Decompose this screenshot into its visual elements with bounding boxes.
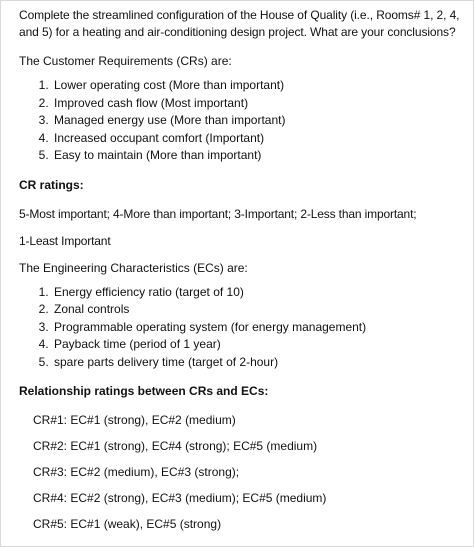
cr-list xyxy=(19,77,469,165)
cr-list-item: 2. Improved cash flow (Most important) xyxy=(52,95,469,113)
ec-list-item: 3. Programmable operating system (for energy management) xyxy=(52,319,469,337)
relationship-item: CR#5: EC#1 (weak), EC#5 (strong) xyxy=(33,517,222,531)
document-content xyxy=(19,7,469,542)
ec-list-item: 2. Zonal controls xyxy=(52,301,469,319)
cr-list-item: 3. Managed energy use (More than important) xyxy=(52,112,469,130)
relationship-item: CR#2: EC#1 (strong), EC#4 (strong); EC#5 (medium) xyxy=(33,439,318,453)
ec-list-item: 1. Energy efficiency ratio (target of 10) xyxy=(52,284,469,302)
ec-section-label: The Engineering Characteristics (ECs) are: xyxy=(19,260,248,275)
relationship-item: CR#4: EC#2 (strong), EC#3 (medium); EC#5 (medium) xyxy=(33,491,327,505)
ec-list xyxy=(19,284,469,372)
cr-list-item: 4. Increased occupant comfort (Important) xyxy=(52,130,469,148)
ec-list-item: 5. spare parts delivery time (target of 2-hour) xyxy=(52,354,469,372)
relationship-item: CR#1: EC#1 (strong), EC#2 (medium) xyxy=(33,413,236,427)
cr-section-label: The Customer Requirements (CRs) are: xyxy=(19,54,232,68)
cr-ratings-scale-line-1: 5-Most important; 4-More than important; 3-Important; 2-Less than important; xyxy=(19,206,417,221)
cr-list-item: 1. Lower operating cost (More than important) xyxy=(52,77,469,95)
relationship-ratings-heading: Relationship ratings between CRs and ECs: xyxy=(19,384,269,398)
cr-ratings-heading: CR ratings: xyxy=(19,177,84,192)
cr-ratings-scale-line-2: 1-Least Important xyxy=(19,233,111,248)
relationship-item: CR#3: EC#2 (medium), EC#3 (strong); xyxy=(33,465,240,479)
cr-list-item: 5. Easy to maintain (More than important) xyxy=(52,147,469,165)
intro-paragraph: Complete the streamlined configuration of the House of Quality (i.e., Rooms# 1, 2, 4, and 5) for a heating and air-conditioning design project. What are your conclusions? xyxy=(19,8,460,39)
ec-list-item: 4. Payback time (period of 1 year) xyxy=(52,336,469,354)
